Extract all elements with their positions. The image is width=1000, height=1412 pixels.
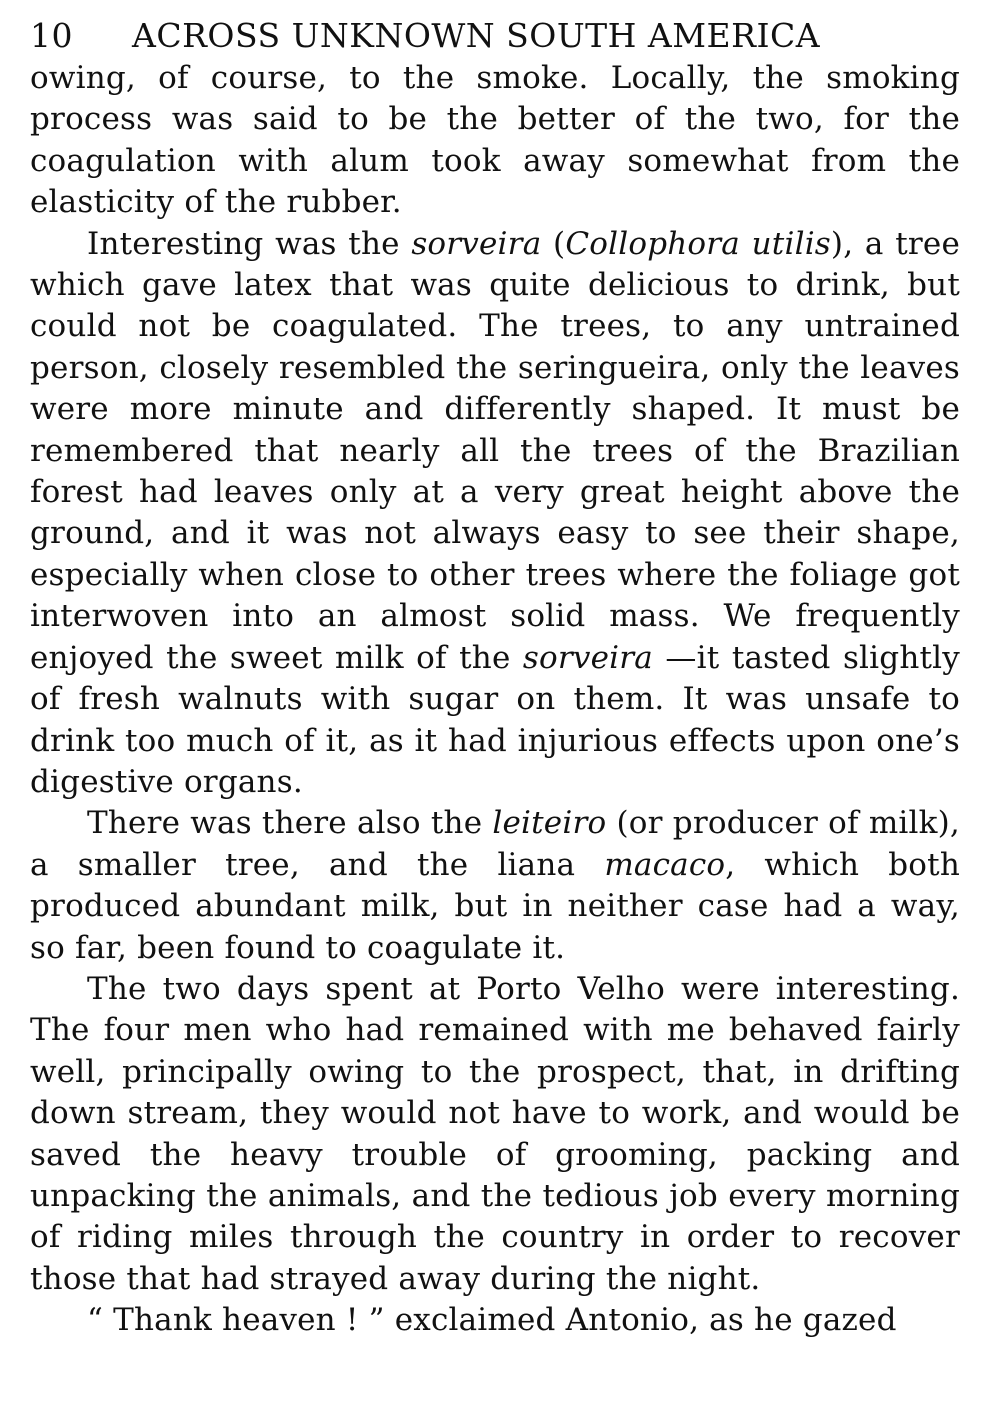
text-run: There was there also the xyxy=(87,805,493,842)
italic-term: Collophora utilis xyxy=(565,225,831,262)
page-number: 10 xyxy=(30,16,73,55)
text-run: —it tasted slightly of fresh walnuts with sugar on them. It was unsafe to drink too much of it, as it had injurious effects upon one’s digestive organs. xyxy=(30,639,960,800)
text-run: owing, of course, to the smoke. Locally, the smoking process was said to be the better of the two, for the coagulation with alum took away somewhat from the elasticity of the rubber. xyxy=(30,60,960,221)
text-run: Interesting was the xyxy=(87,225,412,262)
book-page xyxy=(30,14,960,1342)
page-header xyxy=(30,14,960,58)
paragraph xyxy=(30,224,960,804)
text-run: (or producer of milk), a smaller tree, and the liana xyxy=(30,805,960,883)
running-title: ACROSS UNKNOWN SOUTH AMERICA xyxy=(132,16,821,55)
paragraph xyxy=(30,969,960,1300)
page-body xyxy=(30,58,960,1342)
italic-term: leiteiro xyxy=(492,805,607,842)
italic-term: macaco xyxy=(604,846,726,883)
paragraph xyxy=(30,803,960,969)
text-run: “ Thank heaven ! ” exclaimed Antonio, as he gazed xyxy=(87,1302,897,1339)
italic-term: sorveira xyxy=(411,225,542,262)
text-run: The two days spent at Porto Velho were interesting. The four men who had remained with me behaved fairly well, principally owing to the prospect, that, in drifting down stream, they would not have to work, and would be saved the heavy trouble of grooming, packing and unpacking the animals, and the tedious job every morning of riding miles through the country in order to recover those that had strayed away during the night. xyxy=(30,970,960,1297)
italic-term: sorveira xyxy=(522,639,653,676)
text-run: ( xyxy=(541,225,566,262)
text-run: ), a tree which gave latex that was quite delicious to drink, but could not be coagulated. The trees, to any untrained person, closely resembled the seringueira, only the leaves were more minute and differently shaped. It must be remembered that nearly all the trees of the Brazilian forest had leaves only at a very great height above the ground, and it was not always easy to see their shape, especially when close to other trees where the foliage got interwoven into an almost solid mass. We frequently enjoyed the sweet milk of the xyxy=(30,225,961,676)
text-run: , which both produced abundant milk, but in neither case had a way, so far, been found to coagulate it. xyxy=(30,846,960,966)
paragraph xyxy=(30,58,960,224)
paragraph xyxy=(30,1300,960,1341)
